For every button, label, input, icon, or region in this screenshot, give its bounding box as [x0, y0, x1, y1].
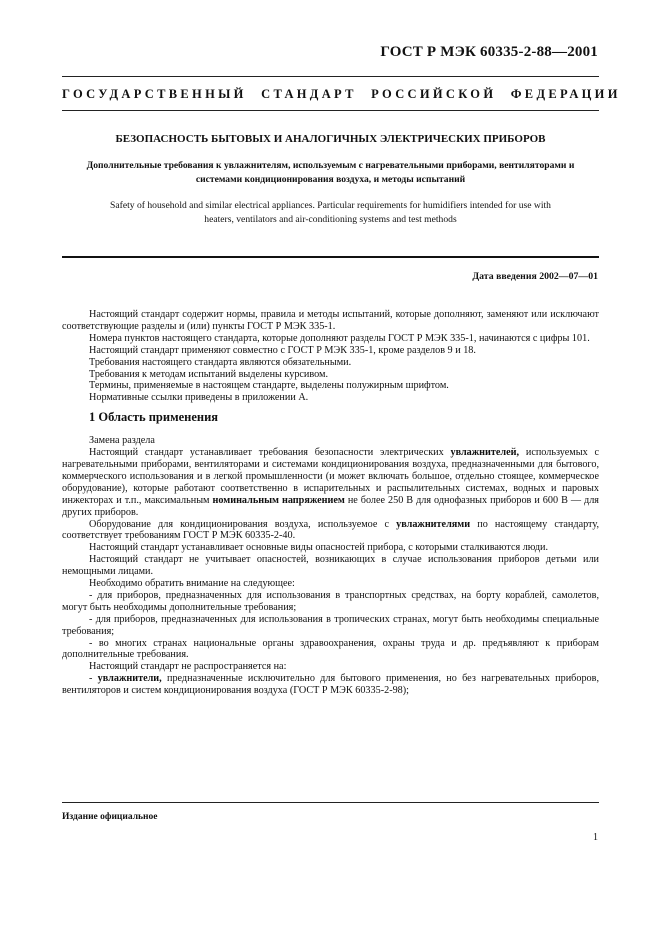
intro-paragraph: Нормативные ссылки приведены в приложении А. [89, 392, 309, 404]
intro-paragraph: Настоящий стандарт применяют совместно с ГОСТ Р МЭК 335-1, кроме разделов 9 и 18. [89, 344, 476, 356]
intro-paragraph: Настоящий стандарт содержит нормы, правила и методы испытаний, которые дополняют, заменяют или исключают соответствующие разделы и (или) пункты ГОСТ Р МЭК 335-1. [62, 309, 599, 332]
scope-paragraph: Настоящий стандарт устанавливает основные виды опасностей прибора, с которыми сталкиваются люди. [89, 542, 549, 554]
page-number: 1 [593, 832, 598, 843]
header-rule-top [62, 76, 599, 77]
text-run: Оборудование для кондиционирования воздуха, используемое с [89, 518, 397, 530]
section-heading: 1 Область применения [89, 410, 219, 425]
footer-rule [62, 802, 599, 803]
subtitle: Дополнительные требования к увлажнителям, используемым с нагревательными приборами, вентиляторами и системами кондиционирования воздуха, и методы испытаний [86, 160, 575, 185]
introduction-date: Дата введения 2002—07—01 [472, 271, 598, 282]
text-run: не более 250 В для однофазных приборов и 600 В — для других приборов. [62, 494, 599, 518]
text-run: Настоящий стандарт устанавливает требования безопасности электрических [89, 447, 451, 459]
term-bold: номинальным напряжением [212, 494, 345, 506]
term-bold: увлажнители, [97, 673, 162, 685]
list-item: - для приборов, предназначенных для использования в транспортных средствах, на борту кораблей, самолетов, могут быть необходимы дополнительные требования; [62, 589, 599, 613]
intro-paragraph: Термины, применяемые в настоящем стандарте, выделены полужирным шрифтом. [89, 380, 449, 392]
header-rule-bottom [62, 110, 599, 111]
scope-paragraph [62, 447, 599, 518]
replace-note: Замена раздела [89, 435, 155, 447]
title-block-rule [62, 256, 599, 258]
state-standard-title: ГОСУДАРСТВЕННЫЙ СТАНДАРТ РОССИЙСКОЙ ФЕДЕРАЦИИ [62, 87, 621, 101]
english-title [68, 199, 593, 227]
text-run: используемых с нагревательными приборами, вентиляторами и системами кондиционирования воздуха, предназначенными для бытового, коммерческого использования и в легкой промышленности (и может включать большое, отдельно стоящее, коммерческое оборудование), которые работают соответственно в испарительных и распылительных системах, водных и паровых инжекторах и т.п., максимальным [62, 447, 599, 506]
intro-paragraph: Номера пунктов настоящего стандарта, которые дополняют разделы ГОСТ Р МЭК 335-1, начинаются с цифры 101. [89, 332, 590, 344]
english-title-line1: Safety of household and similar electrical appliances. Particular requirements for humidifiers intended for use with [110, 200, 551, 211]
main-title: БЕЗОПАСНОСТЬ БЫТОВЫХ И АНАЛОГИЧНЫХ ЭЛЕКТРИЧЕСКИХ ПРИБОРОВ [115, 133, 546, 145]
scope-paragraph: Необходимо обратить внимание на следующее: [89, 578, 295, 590]
list-item: - во многих странах национальные органы здравоохранения, охраны труда и др. предъявляют к приборам дополнительные требования. [62, 637, 599, 661]
official-edition-label: Издание официальное [62, 812, 158, 822]
list-item [62, 673, 599, 697]
english-title-line2: heaters, ventilators and air-conditioning systems and test methods [204, 214, 457, 225]
term-bold: увлажнителей, [450, 447, 520, 459]
intro-paragraph: Требования к методам испытаний выделены курсивом. [89, 368, 329, 380]
standard-code: ГОСТ Р МЭК 60335-2-88—2001 [380, 44, 598, 60]
intro-paragraph: Требования настоящего стандарта являются обязательными. [89, 356, 352, 368]
scope-paragraph [62, 519, 599, 543]
document-body [62, 309, 599, 697]
text-run: предназначенные исключительно для бытового применения, но без нагревательных приборов, вентиляторов и систем кондиционирования воздуха (ГОСТ Р МЭК 60335-2-98); [62, 673, 599, 697]
text-run: по настоящему стандарту, соответствует требованиям ГОСТ Р МЭК 60335-2-40. [62, 518, 599, 542]
text-run: - [89, 673, 98, 685]
scope-paragraph: Настоящий стандарт не распространяется на: [89, 661, 287, 673]
term-bold: увлажнителями [396, 518, 471, 530]
list-item: - для приборов, предназначенных для использования в тропических странах, могут быть необходимы специальные требования; [62, 613, 599, 637]
scope-paragraph: Настоящий стандарт не учитывает опасностей, возникающих в случае использования приборов детьми или немощными лицами. [62, 554, 599, 578]
